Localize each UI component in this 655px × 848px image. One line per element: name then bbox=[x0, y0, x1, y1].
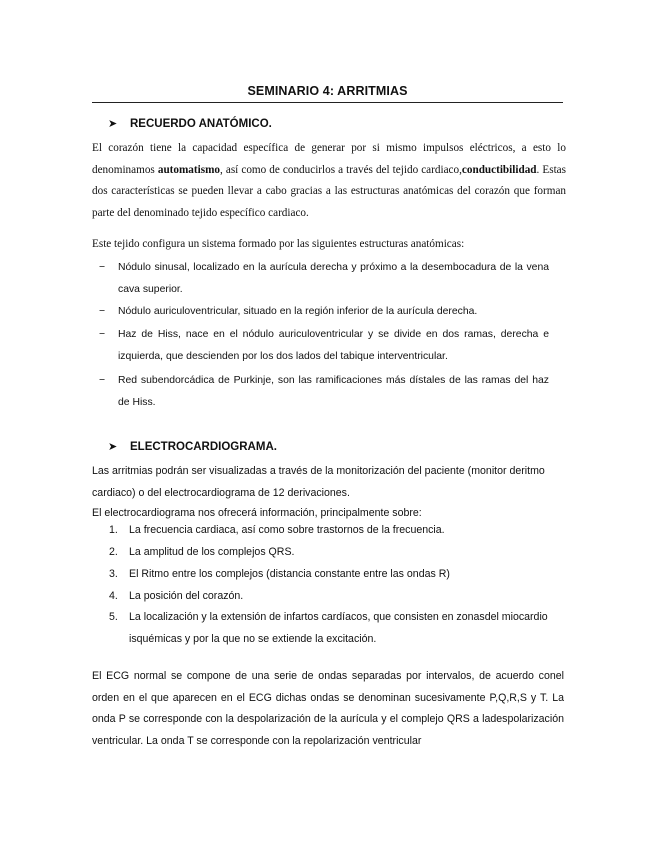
ecg-paragraph-1: Las arritmias podrán ser visualizadas a través de la monitorización del paciente (monitor deritmo cardiaco) o del electrocardiograma de 12 derivaciones. bbox=[92, 465, 545, 499]
list-number: 4. bbox=[109, 590, 118, 602]
section-heading-text: ELECTROCARDIOGRAMA. bbox=[130, 441, 277, 453]
list-item bbox=[109, 542, 549, 564]
term-automatismo: automatismo bbox=[157, 163, 220, 176]
section-heading-text: RECUERDO ANATÓMICO. bbox=[130, 118, 272, 130]
section-heading-anatomy bbox=[108, 117, 272, 130]
intro-text-1: El corazón tiene la capacidad específica de generar por si mismo impulsos eléctricos, a esto lo denominamos bbox=[92, 142, 566, 176]
arrow-bullet-icon: ➤ bbox=[108, 118, 118, 130]
term-conductibilidad: conductibilidad bbox=[461, 163, 537, 176]
intro-text-2: , así como de conducirlos a través del tejido cardiaco, bbox=[220, 163, 462, 176]
list-item-text: El Ritmo entre los complejos (distancia constante entre las ondas R) bbox=[129, 568, 450, 580]
list-number: 3. bbox=[109, 568, 118, 580]
dash-bullet-icon: − bbox=[99, 262, 106, 273]
list-number: 1. bbox=[109, 524, 118, 536]
list-item-text: La localización y la extensión de infartos cardíacos, que consisten en zonasdel miocardio isquémicas y por la que no se extiende la excitación. bbox=[129, 611, 548, 645]
list-item bbox=[109, 607, 549, 650]
list-item-text: La amplitud de los complejos QRS. bbox=[129, 546, 295, 558]
ecg-paragraph-3: El ECG normal se compone de una serie de ondas separadas por intervalos, de acuerdo conel orden en el que aparecen en el ECG dichas ondas se denominan sucesivamente P,Q,R,S y T. La onda P se corresponde con la despolarización de la aurícula y el complejo QRS a ladespolarización ventricular. La onda T se corresponde con la repolarización ventricular bbox=[92, 670, 564, 747]
list-item-text: Red subendorcádica de Purkinje, son las ramificaciones más dístales de las ramas del haz de Hiss. bbox=[118, 375, 549, 408]
dash-bullet-icon: − bbox=[99, 375, 106, 386]
dash-bullet-icon: − bbox=[99, 306, 106, 317]
list-number: 2. bbox=[109, 546, 118, 558]
intro-paragraph bbox=[92, 138, 566, 224]
list-item bbox=[99, 324, 549, 367]
list-item bbox=[99, 370, 549, 413]
list-item bbox=[99, 301, 549, 323]
dash-bullet-icon: − bbox=[99, 329, 106, 340]
list-number: 5. bbox=[109, 611, 118, 623]
list-item-text: Nódulo sinusal, localizado en la aurícula derecha y próximo a la desembocadura de la vena cava superior. bbox=[118, 262, 549, 295]
arrow-bullet-icon: ➤ bbox=[108, 441, 118, 453]
page-title: SEMINARIO 4: ARRITMIAS bbox=[247, 84, 408, 98]
list-item bbox=[109, 520, 549, 542]
structures-intro: Este tejido configura un sistema formado por las siguientes estructuras anatómicas: bbox=[92, 238, 465, 250]
ecg-paragraph-2: El electrocardiograma nos ofrecerá información, principalmente sobre: bbox=[92, 507, 422, 519]
list-item-text: Nódulo auriculoventricular, situado en la región inferior de la aurícula derecha. bbox=[118, 306, 478, 317]
list-item bbox=[109, 564, 549, 586]
section-heading-ecg bbox=[108, 440, 277, 453]
intro-text-3: . Estas dos características se pueden llevar a cabo gracias a las estructuras anatómicas del corazón que forman parte del denominado tejido específico cardiaco. bbox=[92, 163, 566, 219]
list-item-text: Haz de Hiss, nace en el nódulo auriculoventricular y se divide en dos ramas, derecha e izquierda, que descienden por los dos lados del tabique interventricular. bbox=[118, 329, 549, 362]
list-item bbox=[109, 586, 549, 608]
list-item-text: La posición del corazón. bbox=[129, 590, 244, 602]
title-underline bbox=[92, 102, 563, 103]
list-item-text: La frecuencia cardiaca, así como sobre trastornos de la frecuencia. bbox=[129, 524, 445, 536]
list-item bbox=[99, 257, 549, 300]
